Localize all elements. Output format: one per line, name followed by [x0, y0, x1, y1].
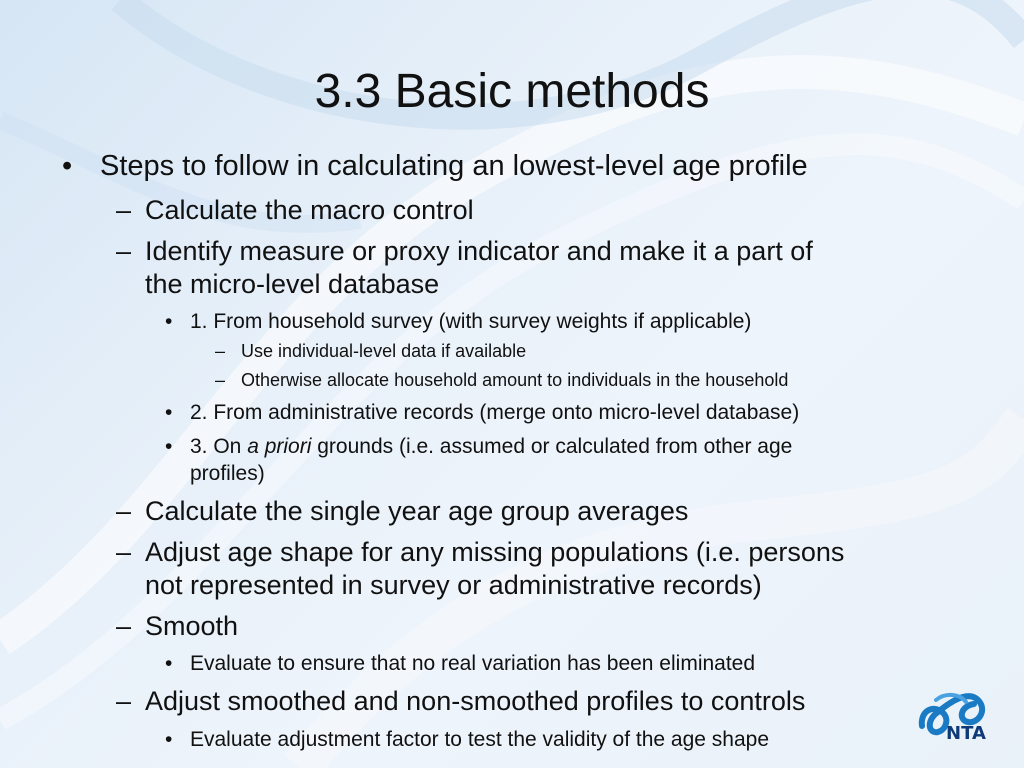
list-item-adjustment-factor: Evaluate adjustment factor to test the validity of the age shape — [190, 728, 770, 751]
list-item-household-survey: 1. From household survey (with survey weights if applicable) — [190, 310, 752, 333]
bullet-dash: – — [116, 496, 132, 526]
list-item-smooth: Smooth — [145, 611, 239, 641]
bullet-dot: • — [165, 652, 173, 675]
list-item-adjust-to-controls: Adjust smoothed and non-smoothed profiles to controls — [145, 686, 806, 716]
bullet-dash: – — [215, 341, 226, 361]
bullet-dash: – — [215, 370, 226, 390]
bullet-dot: • — [165, 728, 173, 751]
a-priori-suffix: grounds (i.e. assumed or calculated from other age — [311, 435, 793, 458]
bullet-dash: – — [116, 686, 132, 716]
bullet-dot: • — [165, 435, 173, 458]
bullet-dash: – — [116, 611, 132, 641]
nta-logo-text: NTA — [946, 723, 986, 744]
bullet-dash: – — [116, 195, 132, 225]
slide-title: 3.3 Basic methods — [314, 65, 710, 118]
list-item-steps: Steps to follow in calculating an lowest-level age profile — [100, 150, 808, 182]
list-item-single-year-averages: Calculate the single year age group averages — [145, 496, 689, 526]
bullet-dot: • — [165, 401, 173, 424]
bullet-dot: • — [62, 150, 73, 182]
bullet-dot: • — [165, 310, 173, 333]
list-item-allocate-household: Otherwise allocate household amount to individuals in the household — [241, 370, 789, 390]
list-item-evaluate-variation: Evaluate to ensure that no real variation has been eliminated — [190, 652, 756, 675]
list-item-adjust-age-shape: Adjust age shape for any missing populations (i.e. persons — [145, 537, 845, 567]
list-item-identify-measure-cont: the micro-level database — [145, 269, 440, 299]
list-item-macro-control: Calculate the macro control — [145, 195, 474, 225]
list-item-individual-data: Use individual-level data if available — [241, 341, 527, 361]
list-item-admin-records: 2. From administrative records (merge onto micro-level database) — [190, 401, 800, 424]
list-item-a-priori-cont: profiles) — [190, 462, 265, 485]
a-priori-prefix: 3. On — [190, 435, 248, 458]
list-item-identify-measure: Identify measure or proxy indicator and make it a part of — [145, 236, 813, 266]
bullet-dash: – — [116, 537, 132, 567]
a-priori-italic: a priori — [247, 435, 312, 458]
bullet-dash: – — [116, 236, 132, 266]
list-item-adjust-age-shape-cont: not represented in survey or administrative records) — [145, 570, 762, 600]
list-item-a-priori — [190, 433, 792, 460]
